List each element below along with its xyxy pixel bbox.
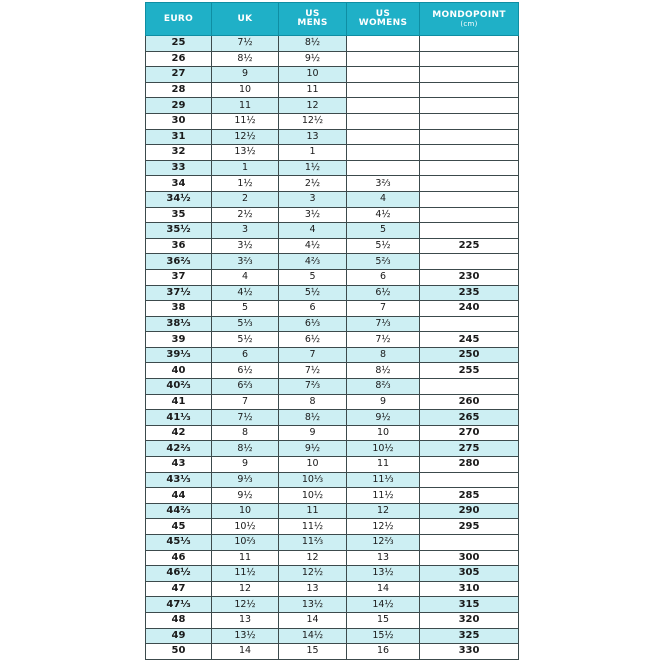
cell-mondopoint: 320	[420, 612, 519, 628]
cell-mondopoint	[420, 98, 519, 114]
cell-euro: 25	[146, 36, 212, 52]
cell-euro: 39⅓	[146, 347, 212, 363]
cell-euro: 31	[146, 129, 212, 145]
cell-uk: 3⅔	[212, 254, 279, 270]
table-row	[146, 332, 519, 348]
cell-us-womens: 6½	[347, 285, 420, 301]
cell-us-womens	[347, 160, 420, 176]
cell-us-mens: 7½	[279, 363, 347, 379]
cell-us-womens: 8½	[347, 363, 420, 379]
cell-us-womens	[347, 82, 420, 98]
cell-us-mens: 3	[279, 191, 347, 207]
cell-us-womens	[347, 145, 420, 161]
cell-us-womens: 11½	[347, 488, 420, 504]
cell-euro: 48	[146, 612, 212, 628]
table-row	[146, 160, 519, 176]
cell-mondopoint: 295	[420, 519, 519, 535]
cell-mondopoint: 270	[420, 425, 519, 441]
cell-us-mens: 13	[279, 581, 347, 597]
cell-mondopoint	[420, 472, 519, 488]
cell-mondopoint	[420, 176, 519, 192]
table-row	[146, 223, 519, 239]
cell-us-mens: 7⅔	[279, 379, 347, 395]
cell-us-womens: 13	[347, 550, 420, 566]
table-row	[146, 519, 519, 535]
cell-mondopoint	[420, 145, 519, 161]
table-row	[146, 472, 519, 488]
cell-us-mens: 12	[279, 98, 347, 114]
cell-us-womens: 4½	[347, 207, 420, 223]
cell-uk: 2	[212, 191, 279, 207]
table-row	[146, 176, 519, 192]
cell-uk: 12½	[212, 129, 279, 145]
cell-us-mens: 10	[279, 457, 347, 473]
cell-euro: 37½	[146, 285, 212, 301]
cell-mondopoint: 330	[420, 644, 519, 660]
cell-mondopoint: 230	[420, 269, 519, 285]
cell-us-womens	[347, 51, 420, 67]
cell-mondopoint	[420, 254, 519, 270]
cell-us-womens: 8⅔	[347, 379, 420, 395]
cell-uk: 11½	[212, 113, 279, 129]
cell-uk: 9	[212, 67, 279, 83]
table-row	[146, 347, 519, 363]
cell-us-mens: 12½	[279, 113, 347, 129]
cell-uk: 12	[212, 581, 279, 597]
cell-us-mens: 1½	[279, 160, 347, 176]
cell-mondopoint	[420, 223, 519, 239]
cell-euro: 35	[146, 207, 212, 223]
cell-us-womens: 14½	[347, 597, 420, 613]
cell-euro: 36⅔	[146, 254, 212, 270]
table-row	[146, 379, 519, 395]
cell-us-mens: 15	[279, 644, 347, 660]
cell-mondopoint	[420, 379, 519, 395]
cell-uk: 5	[212, 301, 279, 317]
cell-mondopoint	[420, 67, 519, 83]
cell-mondopoint: 300	[420, 550, 519, 566]
cell-mondopoint: 285	[420, 488, 519, 504]
table-row	[146, 394, 519, 410]
cell-us-mens: 4⅔	[279, 254, 347, 270]
cell-euro: 42⅔	[146, 441, 212, 457]
table-row	[146, 535, 519, 551]
cell-us-womens: 16	[347, 644, 420, 660]
cell-uk: 7	[212, 394, 279, 410]
cell-euro: 29	[146, 98, 212, 114]
table-row	[146, 550, 519, 566]
cell-euro: 44⅔	[146, 503, 212, 519]
table-row	[146, 238, 519, 254]
cell-euro: 33	[146, 160, 212, 176]
cell-us-mens: 11⅔	[279, 535, 347, 551]
cell-mondopoint: 240	[420, 301, 519, 317]
cell-us-womens: 11⅓	[347, 472, 420, 488]
table-row	[146, 597, 519, 613]
table-row	[146, 301, 519, 317]
header-row	[146, 3, 519, 36]
cell-us-mens: 13	[279, 129, 347, 145]
cell-euro: 46½	[146, 566, 212, 582]
table-row	[146, 363, 519, 379]
cell-us-womens	[347, 98, 420, 114]
cell-us-womens: 15	[347, 612, 420, 628]
cell-euro: 45	[146, 519, 212, 535]
cell-mondopoint	[420, 316, 519, 332]
cell-mondopoint: 235	[420, 285, 519, 301]
table-row	[146, 488, 519, 504]
cell-mondopoint: 325	[420, 628, 519, 644]
cell-us-womens	[347, 67, 420, 83]
cell-euro: 38	[146, 301, 212, 317]
cell-us-womens: 5⅔	[347, 254, 420, 270]
cell-us-womens: 9½	[347, 410, 420, 426]
cell-us-womens	[347, 113, 420, 129]
table-row	[146, 628, 519, 644]
table-row	[146, 82, 519, 98]
cell-mondopoint: 250	[420, 347, 519, 363]
cell-uk: 7½	[212, 410, 279, 426]
cell-euro: 36	[146, 238, 212, 254]
table-row	[146, 503, 519, 519]
cell-us-mens: 14	[279, 612, 347, 628]
cell-us-womens: 6	[347, 269, 420, 285]
cell-uk: 11	[212, 98, 279, 114]
header-us-mens: US MENS	[279, 3, 347, 36]
cell-us-mens: 6½	[279, 332, 347, 348]
cell-uk: 3	[212, 223, 279, 239]
cell-uk: 14	[212, 644, 279, 660]
header-euro: EURO	[146, 3, 212, 36]
cell-uk: 1	[212, 160, 279, 176]
cell-us-mens: 12½	[279, 566, 347, 582]
cell-us-mens: 10½	[279, 488, 347, 504]
cell-us-mens: 11	[279, 82, 347, 98]
cell-uk: 11½	[212, 566, 279, 582]
table-row	[146, 129, 519, 145]
cell-mondopoint: 290	[420, 503, 519, 519]
cell-euro: 43⅓	[146, 472, 212, 488]
table-row	[146, 113, 519, 129]
cell-us-womens: 4	[347, 191, 420, 207]
table-row	[146, 36, 519, 52]
cell-euro: 50	[146, 644, 212, 660]
table-row	[146, 254, 519, 270]
header-mondopoint: MONDOPOINT (cm)	[420, 3, 519, 36]
cell-us-womens: 10	[347, 425, 420, 441]
table-row	[146, 316, 519, 332]
cell-euro: 40	[146, 363, 212, 379]
table-row	[146, 644, 519, 660]
cell-euro: 41⅓	[146, 410, 212, 426]
cell-uk: 9½	[212, 488, 279, 504]
header-uk: UK	[212, 3, 279, 36]
table-row	[146, 425, 519, 441]
table-row	[146, 207, 519, 223]
table-row	[146, 410, 519, 426]
cell-us-mens: 2½	[279, 176, 347, 192]
cell-us-mens: 6	[279, 301, 347, 317]
cell-us-womens: 9	[347, 394, 420, 410]
cell-mondopoint	[420, 113, 519, 129]
cell-us-mens: 9½	[279, 441, 347, 457]
cell-euro: 46	[146, 550, 212, 566]
cell-us-mens: 8½	[279, 410, 347, 426]
cell-us-mens: 5½	[279, 285, 347, 301]
cell-euro: 40⅔	[146, 379, 212, 395]
cell-us-womens: 10½	[347, 441, 420, 457]
cell-uk: 7½	[212, 36, 279, 52]
cell-us-mens: 1	[279, 145, 347, 161]
table-row	[146, 441, 519, 457]
cell-uk: 8½	[212, 51, 279, 67]
cell-uk: 5⅓	[212, 316, 279, 332]
table-row	[146, 285, 519, 301]
cell-mondopoint: 265	[420, 410, 519, 426]
cell-us-womens: 13½	[347, 566, 420, 582]
cell-uk: 4½	[212, 285, 279, 301]
cell-mondopoint: 225	[420, 238, 519, 254]
cell-us-mens: 10⅓	[279, 472, 347, 488]
cell-uk: 12½	[212, 597, 279, 613]
cell-us-mens: 11	[279, 503, 347, 519]
cell-mondopoint: 255	[420, 363, 519, 379]
cell-mondopoint	[420, 36, 519, 52]
cell-euro: 34½	[146, 191, 212, 207]
cell-euro: 47	[146, 581, 212, 597]
cell-uk: 8	[212, 425, 279, 441]
table-row	[146, 566, 519, 582]
cell-euro: 43	[146, 457, 212, 473]
header-us-womens: US WOMENS	[347, 3, 420, 36]
cell-uk: 3½	[212, 238, 279, 254]
cell-euro: 26	[146, 51, 212, 67]
cell-mondopoint: 260	[420, 394, 519, 410]
cell-us-mens: 9	[279, 425, 347, 441]
cell-euro: 32	[146, 145, 212, 161]
table-row	[146, 581, 519, 597]
cell-uk: 5½	[212, 332, 279, 348]
table-row	[146, 98, 519, 114]
cell-euro: 38⅓	[146, 316, 212, 332]
cell-mondopoint	[420, 82, 519, 98]
cell-uk: 4	[212, 269, 279, 285]
cell-uk: 13	[212, 612, 279, 628]
table-row	[146, 51, 519, 67]
cell-us-womens: 5	[347, 223, 420, 239]
cell-us-womens: 3⅔	[347, 176, 420, 192]
cell-us-mens: 9½	[279, 51, 347, 67]
cell-us-mens: 6⅓	[279, 316, 347, 332]
cell-us-mens: 10	[279, 67, 347, 83]
cell-uk: 10	[212, 503, 279, 519]
cell-euro: 49	[146, 628, 212, 644]
cell-us-mens: 11½	[279, 519, 347, 535]
cell-uk: 10	[212, 82, 279, 98]
cell-us-mens: 4½	[279, 238, 347, 254]
cell-mondopoint	[420, 51, 519, 67]
cell-uk: 11	[212, 550, 279, 566]
cell-us-womens: 5½	[347, 238, 420, 254]
cell-mondopoint: 315	[420, 597, 519, 613]
cell-us-womens: 14	[347, 581, 420, 597]
cell-us-womens: 7	[347, 301, 420, 317]
cell-uk: 2½	[212, 207, 279, 223]
cell-uk: 6⅔	[212, 379, 279, 395]
cell-us-mens: 8	[279, 394, 347, 410]
cell-uk: 6	[212, 347, 279, 363]
cell-us-mens: 5	[279, 269, 347, 285]
table-row	[146, 269, 519, 285]
cell-us-womens: 7½	[347, 332, 420, 348]
cell-us-womens	[347, 129, 420, 145]
cell-euro: 41	[146, 394, 212, 410]
cell-us-womens: 12⅔	[347, 535, 420, 551]
cell-us-womens: 12	[347, 503, 420, 519]
cell-mondopoint: 275	[420, 441, 519, 457]
cell-mondopoint	[420, 129, 519, 145]
cell-euro: 42	[146, 425, 212, 441]
cell-us-womens: 11	[347, 457, 420, 473]
cell-mondopoint: 280	[420, 457, 519, 473]
cell-uk: 10⅔	[212, 535, 279, 551]
cell-uk: 13½	[212, 628, 279, 644]
cell-mondopoint: 245	[420, 332, 519, 348]
cell-uk: 9	[212, 457, 279, 473]
cell-mondopoint	[420, 207, 519, 223]
cell-us-womens: 7⅓	[347, 316, 420, 332]
table-row	[146, 191, 519, 207]
cell-euro: 45⅓	[146, 535, 212, 551]
cell-us-mens: 8½	[279, 36, 347, 52]
cell-mondopoint	[420, 535, 519, 551]
cell-euro: 27	[146, 67, 212, 83]
cell-us-mens: 12	[279, 550, 347, 566]
cell-uk: 6½	[212, 363, 279, 379]
table-row	[146, 67, 519, 83]
cell-euro: 34	[146, 176, 212, 192]
cell-us-womens: 8	[347, 347, 420, 363]
cell-mondopoint: 305	[420, 566, 519, 582]
cell-mondopoint	[420, 191, 519, 207]
cell-uk: 13½	[212, 145, 279, 161]
cell-us-mens: 3½	[279, 207, 347, 223]
cell-mondopoint: 310	[420, 581, 519, 597]
table-row	[146, 457, 519, 473]
cell-euro: 28	[146, 82, 212, 98]
cell-euro: 35½	[146, 223, 212, 239]
table-row	[146, 145, 519, 161]
size-chart	[145, 2, 518, 660]
cell-us-mens: 4	[279, 223, 347, 239]
size-conversion-table	[145, 2, 519, 660]
cell-us-womens: 12½	[347, 519, 420, 535]
cell-mondopoint	[420, 160, 519, 176]
cell-uk: 1½	[212, 176, 279, 192]
cell-euro: 44	[146, 488, 212, 504]
cell-uk: 8½	[212, 441, 279, 457]
cell-us-mens: 7	[279, 347, 347, 363]
cell-euro: 30	[146, 113, 212, 129]
cell-euro: 47⅓	[146, 597, 212, 613]
cell-us-mens: 14½	[279, 628, 347, 644]
cell-euro: 37	[146, 269, 212, 285]
cell-us-mens: 13½	[279, 597, 347, 613]
cell-us-womens: 15½	[347, 628, 420, 644]
cell-us-womens	[347, 36, 420, 52]
cell-euro: 39	[146, 332, 212, 348]
cell-uk: 10½	[212, 519, 279, 535]
table-row	[146, 612, 519, 628]
cell-uk: 9⅓	[212, 472, 279, 488]
